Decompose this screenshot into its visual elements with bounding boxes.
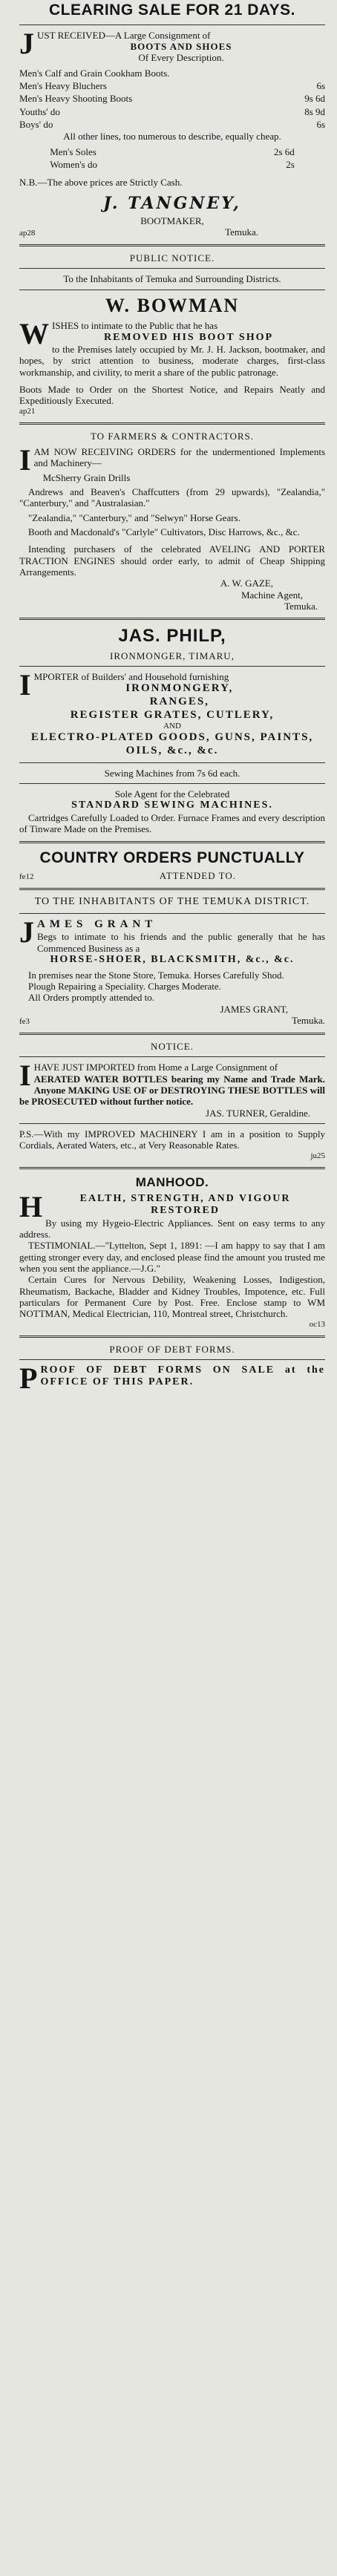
divider	[19, 841, 325, 843]
price-row: Men's Soles 2s 6d	[50, 146, 295, 157]
manhood-appliances: By using my Hygeio-Electric Appliances. Sent on easy terms to any address.	[19, 1217, 325, 1240]
drop-cap: W	[19, 317, 49, 351]
divider	[19, 1336, 325, 1338]
divider	[19, 24, 325, 25]
turner-body	[19, 1059, 325, 1108]
drop-cap: I	[19, 667, 31, 702]
ad-tangney	[19, 1, 325, 238]
divider	[19, 422, 325, 425]
description-line: Of Every Description.	[138, 52, 224, 64]
attended-to: ATTENDED TO.	[159, 870, 236, 882]
farmers-heading: TO FARMERS & CONTRACTORS.	[90, 430, 255, 442]
divider	[19, 888, 325, 890]
grant-premises: In premises near the Stone Store, Temuka. Horses Carefully Shod.	[28, 969, 284, 981]
ref-code: ap28	[19, 228, 36, 238]
ref-code: fe12	[19, 872, 34, 882]
debt-body	[19, 1361, 325, 1395]
price-row: Men's Heavy Bluchers 6s	[19, 80, 325, 92]
philp-trade: IRONMONGER, TIMARU,	[110, 650, 235, 661]
ad-grant	[19, 896, 325, 1027]
divider	[19, 1359, 325, 1360]
philp-name: JAS. PHILP,	[118, 626, 226, 647]
bowman-intro: ISHES to intimate to the Public that he has	[52, 320, 218, 332]
grant-name: AMES GRANT	[37, 918, 157, 930]
gaze-signature: A. W. GAZE,	[220, 578, 273, 589]
clearing-sale-heading: CLEARING SALE FOR 21 DAYS.	[49, 1, 295, 19]
bowman-body-text: to the Premises lately occupied by Mr. J. H. Jackson, bootmaker, and hopes, by strict attention to business, moderate charges, first-class workmanship, and civility, to merit a share of the public patronage.	[19, 344, 325, 378]
town-name: Temuka.	[292, 1014, 325, 1026]
philp-cartridges: Cartridges Carefully Loaded to Order. Furnace Frames and every description of Tinware Made on the Premises.	[19, 811, 325, 835]
grant-body	[19, 915, 325, 954]
soles-list	[50, 146, 295, 171]
notice-heading: NOTICE.	[151, 1040, 194, 1052]
ref-code: ju25	[310, 1151, 325, 1160]
bowman-body	[19, 317, 325, 378]
price-row: Women's do 2s	[50, 159, 295, 171]
philp-sewing: Sewing Machines from 7s 6d each.	[104, 767, 241, 779]
bowman-removed: REMOVED HIS BOOT SHOP	[103, 331, 274, 343]
turner-signature: JAS. TURNER, Geraldine.	[206, 1107, 310, 1119]
philp-ranges: RANGES,	[149, 695, 209, 707]
country-orders-heading: COUNTRY ORDERS PUNCTUALLY	[39, 849, 305, 866]
gaze-item: Booth and Macdonald's "Carlyle" Cultivators, Disc Harrows, &c., &c.	[28, 526, 300, 538]
ad-proof-of-debt	[19, 1343, 325, 1395]
gaze-role: Machine Agent,	[241, 589, 303, 601]
drop-cap: J	[19, 26, 34, 60]
divider	[19, 1167, 325, 1169]
ad-philp	[19, 626, 325, 834]
turner-intro: HAVE JUST IMPORTED from Home a Large Consignment of	[33, 1062, 278, 1073]
price-row: Men's Calf and Grain Cookham Boots.	[19, 67, 170, 79]
philp-standard: STANDARD SEWING MACHINES.	[71, 800, 273, 811]
price-row: Men's Heavy Shooting Boots 9s 6d	[19, 93, 325, 105]
grant-signature: JAMES GRANT,	[220, 1003, 288, 1015]
debt-text: ROOF OF DEBT FORMS ON SALE at the OFFICE OF THIS PAPER.	[40, 1364, 325, 1388]
intro-block	[19, 26, 325, 64]
manhood-heading: MANHOOD.	[135, 1174, 209, 1189]
manhood-restored: EALTH, STRENGTH, AND VIGOUR RESTORED	[79, 1192, 291, 1217]
other-lines: All other lines, too numerous to describe, equally cheap.	[63, 131, 281, 143]
grant-ploughs: Plough Repairing a Speciality. Charges Moderate.	[28, 980, 221, 992]
gaze-item: Andrews and Beaven's Chaffcutters (from 29 upwards), "Zealandia," "Canterbury," and "Australasian."	[19, 486, 325, 509]
grant-heading: TO THE INHABITANTS OF THE TEMUKA DISTRICT.	[34, 896, 310, 908]
bowman-repairs: Boots Made to Order on the Shortest Notice, and Repairs Neatly and Expeditiously Executed.	[19, 384, 325, 407]
philp-ironmongery: IRONMONGERY,	[125, 682, 234, 695]
ad-turner	[19, 1041, 325, 1161]
country-orders-footer	[19, 870, 325, 882]
manhood-cures: Certain Cures for Nervous Debility, Weakening Losses, Indigestion, Rheumatism, Backache, Bladder and Kidney Troubles, Impotence, etc. Full particulars for Permanent Cure by Post. Free. Enclose stamp to WM NOTTMAN, Medical Electrician, 110, Montreal street, Christchurch.	[19, 1274, 325, 1320]
town-name: Temuka.	[225, 226, 258, 238]
ad-country-orders	[19, 849, 325, 883]
ad-gaze	[19, 431, 325, 612]
bowman-name: W. BOWMAN	[105, 294, 240, 316]
divider	[19, 618, 325, 620]
philp-agent: Sole Agent for the Celebrated	[114, 788, 230, 800]
grant-orders: All Orders promptly attended to.	[28, 992, 155, 1004]
debt-heading: PROOF OF DEBT FORMS.	[109, 1343, 235, 1355]
town-name: Temuka.	[284, 601, 318, 612]
tangney-name: J. TANGNEY,	[103, 193, 241, 213]
ref-code: ap21	[19, 406, 36, 416]
tangney-footer	[19, 226, 325, 238]
divider	[19, 666, 325, 667]
intro-text: UST RECEIVED—A Large Consignment of	[37, 29, 211, 41]
turner-bottles: AERATED WATER BOTTLES bearing my Name and Trade Mark. Anyone MAKING USE OF or DESTROYING THESE BOTTLES will be PROSECUTED without further notice.	[19, 1073, 325, 1108]
divider	[19, 762, 325, 763]
divider	[19, 1056, 325, 1057]
philp-goods: ELECTRO-PLATED GOODS, GUNS, PAINTS, OILS, &c., &c.	[30, 731, 314, 757]
grant-intro: Begs to intimate to his friends and the public generally that he has Commenced Business as a	[37, 931, 325, 954]
price-row: Boys' do 6s	[19, 119, 325, 131]
divider	[19, 1123, 325, 1124]
philp-and: AND	[163, 722, 181, 731]
bowman-to: To the Inhabitants of Temuka and Surrounding Districts.	[63, 273, 281, 285]
ad-manhood	[19, 1175, 325, 1330]
nb-line: N.B.—The above prices are Strictly Cash.	[19, 177, 183, 189]
drop-cap: J	[19, 915, 34, 949]
gaze-intro: AM NOW RECEIVING ORDERS for the undermentioned Implements and Machinery—	[33, 446, 325, 469]
philp-intro: MPORTER of Builders' and Household furnishing	[33, 670, 229, 682]
drop-cap: I	[19, 443, 31, 477]
ad-bowman	[19, 252, 325, 416]
drop-cap: P	[19, 1361, 38, 1395]
divider	[19, 1033, 325, 1035]
drop-cap: I	[19, 1059, 31, 1093]
ref-code: fe3	[19, 1016, 30, 1026]
divider	[19, 913, 325, 914]
gaze-item: "Zealandia," "Canterbury," and "Selwyn" Horse Gears.	[28, 511, 241, 523]
price-list	[19, 67, 325, 131]
divider	[19, 783, 325, 784]
philp-grates: REGISTER GRATES, CUTLERY,	[70, 708, 275, 721]
gaze-item: McSherry Grain Drills	[42, 471, 131, 483]
divider	[19, 244, 325, 246]
gaze-engines: Intending purchasers of the celebrated AVELING AND PORTER TRACTION ENGINES should order early, to admit of Cheap Shipping Arrangements.	[19, 543, 325, 578]
ref-code: oc13	[309, 1319, 325, 1329]
manhood-body	[19, 1189, 325, 1223]
grant-footer	[19, 1015, 325, 1027]
boots-shoes-line: BOOTS AND SHOES	[130, 41, 232, 53]
public-notice-heading: PUBLIC NOTICE.	[129, 252, 215, 264]
drop-cap: H	[19, 1189, 43, 1223]
manhood-testimonial: TESTIMONIAL.—"Lyttelton, Sept 1, 1891: —I am happy to say that I am getting stronger every day, and enclosed please find the amount you trusted me when you sent the appliance.—J.G."	[19, 1240, 325, 1274]
price-row: Youths' do 8s 9d	[19, 105, 325, 117]
divider	[19, 268, 325, 269]
turner-ps: P.S.—With my IMPROVED MACHINERY I am in a position to Supply Cordials, Aerated Waters, etc., at Very Reasonable Rates.	[19, 1128, 325, 1151]
grant-trade: HORSE-SHOER, BLACKSMITH, &c., &c.	[50, 954, 295, 966]
tangney-trade: BOOTMAKER,	[140, 215, 204, 226]
